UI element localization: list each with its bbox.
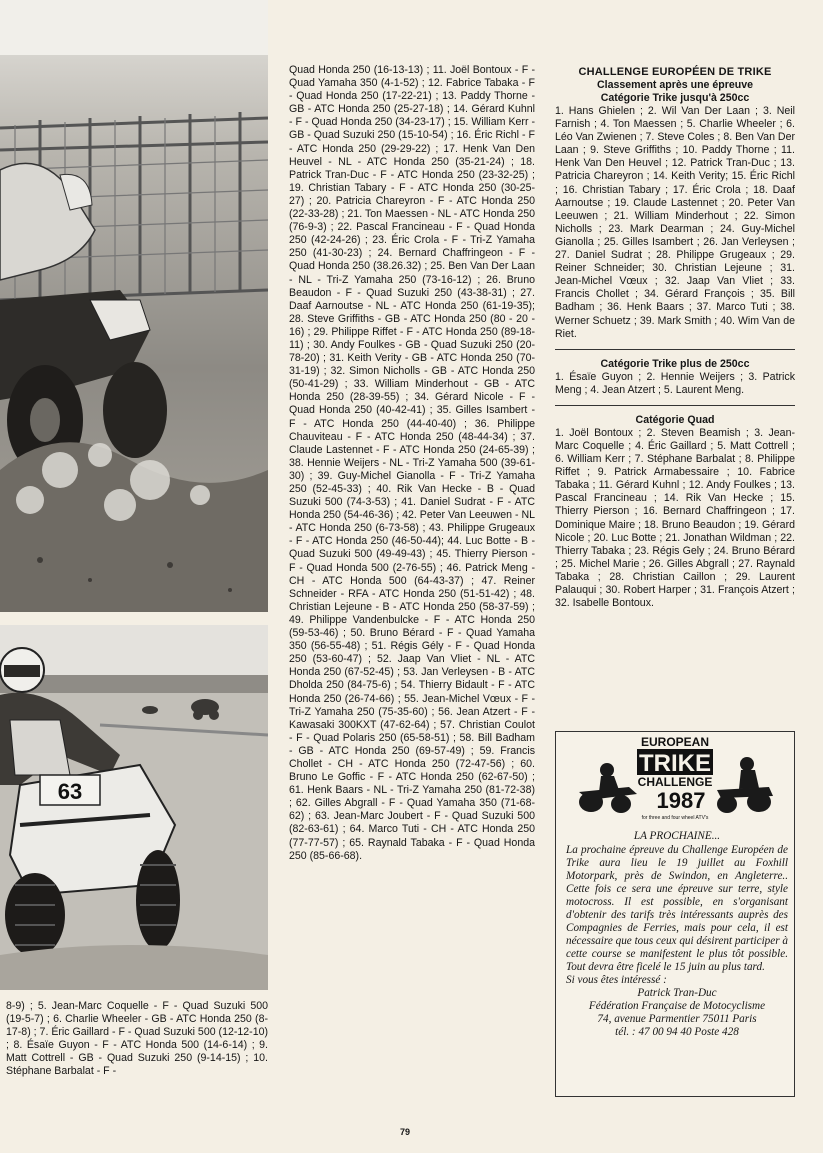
- contact-address: 74, avenue Parmentier 75011 Paris: [597, 1013, 757, 1025]
- section-heading: Catégorie Trike plus de 250cc: [600, 357, 750, 370]
- section-heading: Catégorie Trike jusqu'à 250cc: [600, 92, 750, 104]
- next-event-heading: LA PROCHAINE...: [633, 830, 721, 842]
- contact-org: Fédération Française de Motocyclisme: [588, 1000, 766, 1012]
- logo-challenge: CHALLENGE: [637, 775, 713, 789]
- standings-subtitle: Classement après une épreuve: [596, 79, 754, 91]
- photo-quad-63-image: [0, 625, 268, 990]
- logo-trike: TRIKE: [639, 750, 711, 777]
- photo-trike-splash: [0, 0, 268, 612]
- logo-year: 1987: [656, 788, 706, 813]
- trike-challenge-logo: [559, 732, 791, 824]
- next-event-box: [555, 731, 795, 1097]
- next-event-body: La prochaine épreuve du Challenge Européen de Trike aura lieu le 19 juillet au Foxhill Motorpark, près de Swindon, en Angleterre.. Cette fois ce sera une épreuve sur terre, style motocross. Il est possible, en s'organisant d'obtenir des tarifs très intéressants auprès des Compagnies de Ferries, mais pour cela, il est nécessaire que tous ceux qui désirent participer à cette course se manifestent le plus tôt possible. Tout devra être ficelé le 15 juin au plus tard.: [566, 844, 788, 973]
- section-divider: [555, 349, 795, 350]
- results-column-middle: [289, 64, 535, 863]
- photo-quad-63: [0, 625, 268, 990]
- contact-intro: Si vous êtes intéressé :: [566, 974, 667, 986]
- page-number: 79: [400, 1127, 411, 1137]
- race-number-63: 63: [57, 779, 83, 804]
- contact-name: Patrick Tran-Duc: [637, 987, 717, 999]
- section-text: 1. Joël Bontoux ; 2. Steven Beamish ; 3. Jean-Marc Coquelle ; 4. Éric Gaillard ; 5. Matt Cottrell ; 6. William Kerr ; 7. Stéphane Barbalat ; 8. Philippe Riffet ; 9. Patrick Armabessaire ; 10. Fabrice Tabaka ; 11. Gérard Kuhnl ; 12. Andy Foulkes ; 13. Pascal Francineau ; 14. Rik Van Hecke ; 15. Thierry Pierson ; 16. Bernard Chaffringeon ; 17. Dominique Maire ; 18. Bruno Beaudon ; 19. Gérard Nicole ; 20. Luc Botte ; 21. Jonathan Wildman ; 22. Thierry Tabaka ; 23. Régis Gely ; 24. Bruno Bérard ; 25. Michel Marie ; 26. Gilles Abgrall ; 27. Raynald Tabaka ; 28. Christian Caillon ; 29. Laurent Palauqui ; 30. Robert Harper ; 31. François Atzert ; 32. Isabelle Bontoux.: [555, 426, 795, 610]
- logo-european: EUROPEAN: [640, 735, 710, 749]
- section-text: 1. Ésaïe Guyon ; 2. Hennie Weijers ; 3. Patrick Meng ; 4. Jean Atzert ; 5. Laurent Meng.: [555, 370, 795, 396]
- logo-tagline: for three and four wheel ATV's: [641, 815, 709, 821]
- standings-title: CHALLENGE EUROPÉEN DE TRIKE: [578, 66, 772, 78]
- results-column-left: [6, 1000, 268, 1079]
- contact-phone: tél. : 47 00 94 40 Poste 428: [615, 1026, 739, 1038]
- section-text: 1. Hans Ghielen ; 2. Wil Van Der Laan ; 3. Neil Farnish ; 4. Ton Maessen ; 5. Charlie Wheeler ; 6. Léo Van Zwienen ; 7. Steve Coles ; 8. Ben Van Der Laan ; 9. Steve Griffiths ; 10. Paddy Thorne ; 11. Henk Van Den Heuvel ; 12. Patrick Tran-Duc ; 13. Patricia Chareyron ; 14. Keith Verity; 15. Éric Richl ; 16. Christian Tabary ; 17. Éric Crola ; 18. Daaf Aarnoutse ; 19. Claude Lastennet ; 20. Peter Van Leeuwen ; 21. William Minderhout ; 22. Simon Nicholls ; 23. Mark Dearman ; 24. Guy-Michel Gianolla ; 25. Gilles Isambert ; 26. Jan Verleysen ; 27. Daniel Sudrat ; 28. Philippe Grugeaux ; 29. Reiner Schneider; 30. Christian Lejeune ; 31. Jean-Michel Vœux ; 32. Jaap Van Vliet ; 33. Francis Chollet ; 34. Gérard François ; 35. Bill Badham ; 36. Henk Baars ; 37. Marco Tuti ; 38. Werner Schuetz ; 39. Mark Smith ; 40. Wim Van de Riet.: [555, 105, 795, 340]
- standings-section-quad: [555, 414, 795, 610]
- results-text-left: 8-9) ; 5. Jean-Marc Coquelle - F - Quad Suzuki 500 (19-5-7) ; 6. Charlie Wheeler - GB - ATC Honda 250 (8-17-8) ; 7. Éric Gaillard - F - Quad Suzuki 500 (12-12-10) ; 8. Ésaïe Guyon - F - ATC Honda 500 (14-6-14) ; 9. Matt Cottrell - GB - Quad Suzuki 250 (9-14-15) ; 10. Stéphane Barbalat - F -: [6, 1000, 269, 1078]
- results-text-middle: Quad Honda 250 (16-13-13) ; 11. Joël Bontoux - F - Quad Yamaha 350 (4-1-52) ; 12. Fabrice Tabaka - F - Quad Honda 250 (17-22-21) ; 13. Paddy Thorne - GB - ATC Honda 250 (25-27-18) ; 14. Gérard Kuhnl - F - Quad Honda 250 (34-23-17) ; 15. William Kerr - GB - Quad Suzuki 250 (15-10-54) ; 16. Éric Richl - F - ATC Honda 250 (29-29-22) ; 17. Henk Van Den Heuvel - NL - ATC Honda 250 (35-21-24) ; 18. Patrick Tran-Duc - F - ATC Honda 250 (23-32-25) ; 19. Christian Tabary - F - ATC Honda 250 (30-25-27) ; 20. Patricia Chareyron - F - ATC Honda 250 (22-33-28) ; 21. Ton Maessen - NL - ATC Honda 250 (76-9-3) ; 22. Pascal Francineau - F - Quad Honda 250 (42-24-26) ; 23. Éric Crola - F - Tri-Z Yamaha 250 (41-30-23) ; 24. Bernard Chaffringeon - F - Quad Honda 250 (38.26.32) ; 25. Ben Van Der Laan - NL - Tri-Z Yamaha 250 (73-16-12) ; 26. Bruno Beaudon - F - Quad Suzuki 250 (43-38-31) ; 27. Daaf Aarnoutse - NL - ATC Honda 250 (61-19-35); 28. Steve Griffiths - GB - ATC Honda 250 (80 - 20 - 16) ; 29. Philippe Riffet - F - ATC Honda 250 (89-18-11) ; 30. Andy Foulkes - GB - Quad Suzuki 250 (20-78-20) ; 31. Keith Verity - GB - ATC Honda 250 (70-31-19) ; 32. Simon Nicholls - GB - ATC Honda 250 (50-41-29) ; 33. William Minderhout - GB - ATC Honda 250 (28-39-55) ; 34. Gérard Nicole - F - Quad Honda 250 (40-42-41) ; 35. Gilles Isambert - F - ATC Honda 250 (44-40-40) ; 36. Philippe Chauviteau - F - ATC Honda 250 (48-44-34) ; 37. Claude Lastennet - F - ATC Honda 250 (24-65-39) ; 38. Hennie Weijers - NL - Tri-Z Yamaha 500 (39-61-30) ; 39. Guy-Michel Gianolla - F - Tri-Z Yamaha 250 (52-45-33) ; 40. Rik Van Hecke - B - Quad Suzuki 500 (74-3-53) ; 41. Daniel Sudrat - F - ATC Honda 250 (54-46-36) ; 42. Peter Van Leeuwen - NL - ATC Honda 250 (6-73-58) ; 43. Philippe Grugeaux - F - ATC Honda 250 (46-50-44); 44. Luc Botte - B - Quad Suzuki 500 (49-49-43) ; 45. Thierry Pierson - F - Quad Honda 500 (2-76-55) ; 46. Patrick Meng - CH - ATC Honda 500 (64-43-37) ; 47. Reiner Schneider - RFA - ATC Honda 250 (51-51-42) ; 48. Christian Lejeune - B - ATC Honda 250 (58-37-59) ; 49. Philippe Vandenbulcke - F - ATC Honda 250 (59-53-46) ; 50. Bruno Bérard - F - Quad Yamaha 350 (56-55-48) ; 51. Régis Gély - F - Quad Honda 250 (53-60-47) ; 52. Jaap Van Vliet - NL - ATC Honda 250 (67-52-45) ; 53. Jan Verleysen - B - ATC Dholda 250 (84-75-6) ; 54. Thierry Bidault - F - ATC Honda 250 (26-74-66) ; 55. Jean-Michel Vœux - F - Tri-Z Yamaha 250 (75-35-60) ; 56. Jean Atzert - F - Kawasaki 300KXT (47-62-64) ; 57. Christian Coulot - F - Quad Polaris 250 (65-58-51) ; 58. Bill Badham - GB - ATC Honda 250 (69-57-49) ; 59. Francis Chollet - CH - ATC Honda 250 (72-47-56) ; 60. Bruno Le Goffic - F - ATC Honda 250 (62-67-50) ; 61. Henk Baars - NL - Tri-Z Yamaha 250 (81-72-38) ; 62. Gilles Abgrall - F - Quad Yamaha 350 (71-68-62) ; 63. Jean-Marc Joubert - F - Quad Suzuki 500 (82-63-61) ; 64. Marco Tuti - CH - ATC Honda 250 (77-77-57) ; 65. Raynald Tabaka - F - Quad Honda 250 (85-66-68).: [289, 64, 535, 862]
- section-heading: Catégorie Quad: [635, 413, 715, 426]
- standings-section-trike-250: [555, 92, 795, 341]
- standings-section-trike-plus-250: [555, 358, 795, 397]
- next-event-text: [566, 830, 788, 1039]
- standings-column: [555, 66, 795, 610]
- photo-trike-splash-image: [0, 0, 268, 612]
- section-divider: [555, 405, 795, 406]
